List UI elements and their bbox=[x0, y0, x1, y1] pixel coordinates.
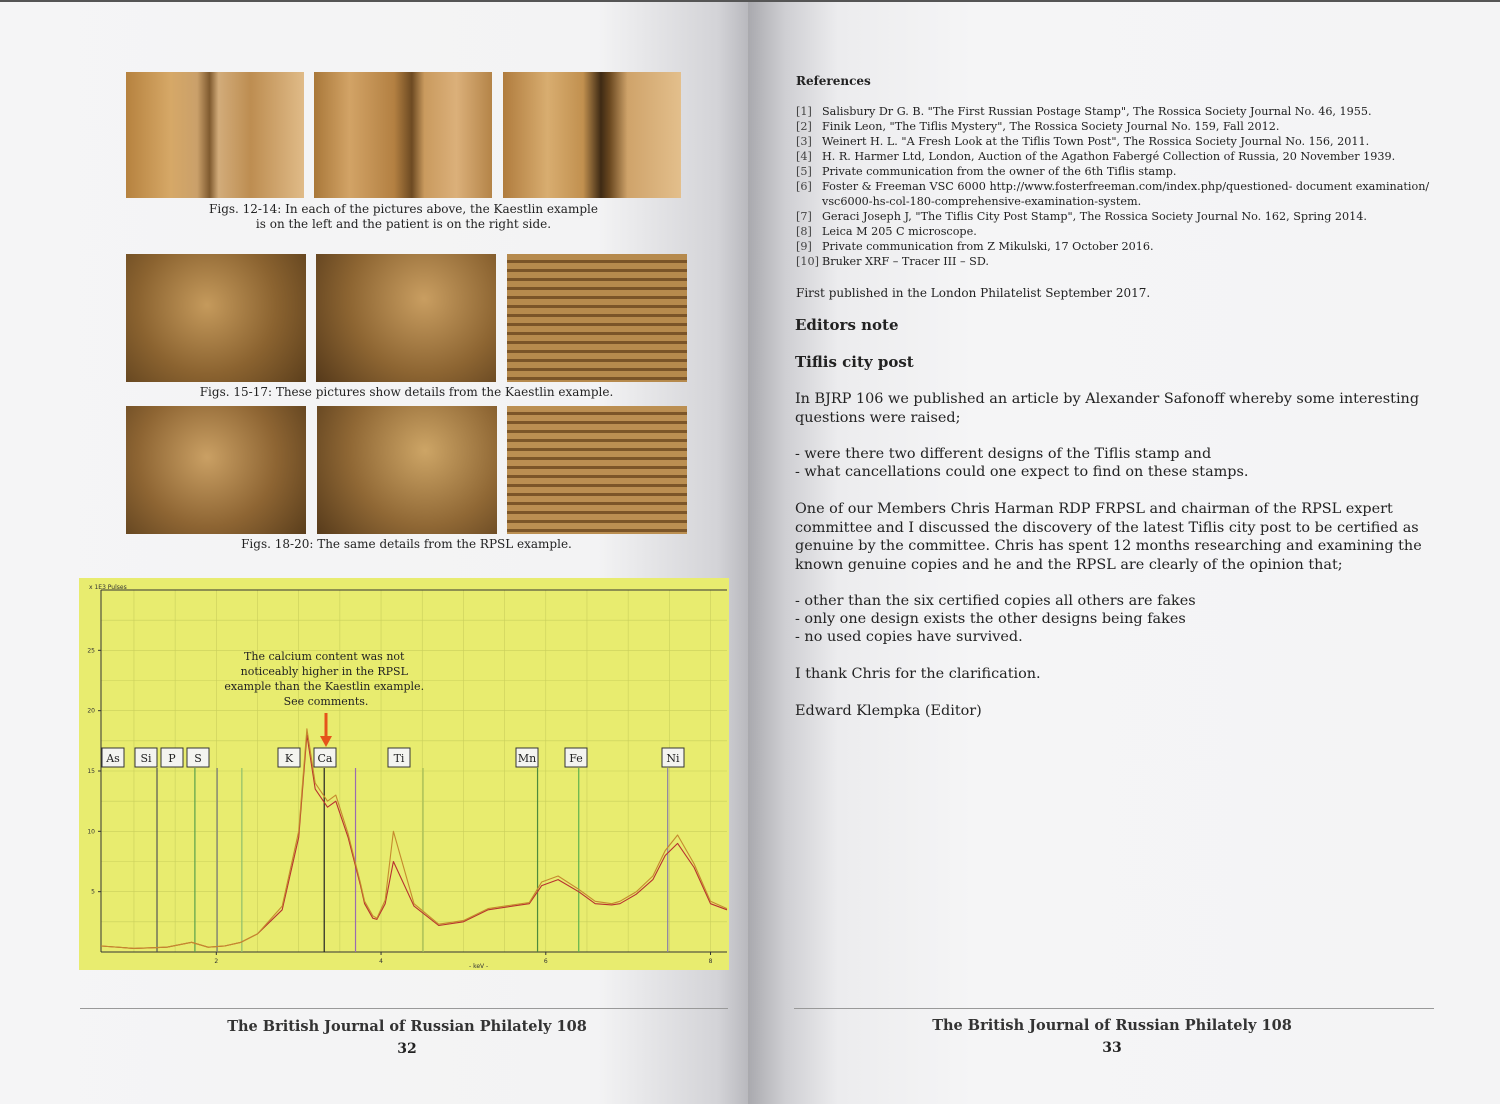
scan-top-edge bbox=[0, 0, 1500, 2]
left-footer-title: The British Journal of Russian Philately 108 bbox=[227, 1018, 587, 1035]
fig-12-photo bbox=[126, 72, 304, 198]
reference-item bbox=[796, 225, 977, 238]
fig-14-photo bbox=[503, 72, 681, 198]
reference-number: [5] bbox=[796, 165, 812, 178]
left-page-number: 32 bbox=[397, 1041, 417, 1057]
paragraph-2: One of our Members Chris Harman RDP FRPSL and chairman of the RPSL expert committee and I discussed the discovery of the latest Tiflis city post to be certified as genuine by the committee. Chris has spent 12 months researching and examining the known genuine copies and he and the RPSL are clearly of the opinion that; bbox=[795, 501, 1422, 573]
reference-item bbox=[796, 255, 989, 268]
reference-item bbox=[796, 165, 1176, 178]
list-2-item-1: - other than the six certified copies all others are fakes bbox=[795, 593, 1196, 609]
reference-number: [4] bbox=[796, 150, 812, 163]
left-footer-rule bbox=[80, 1008, 728, 1009]
reference-text: Leica M 205 C microscope. bbox=[822, 225, 977, 238]
element-label-k: K bbox=[284, 752, 294, 765]
right-page-number: 33 bbox=[1102, 1040, 1122, 1056]
list-1-item-2: - what cancellations could one expect to find on these stamps. bbox=[795, 464, 1249, 480]
reference-item bbox=[796, 210, 1367, 223]
references-heading: References bbox=[796, 74, 871, 88]
reference-text: Weinert H. L. "A Fresh Look at the Tiflis Town Post", The Rossica Society Journal No. 156, 2011. bbox=[822, 135, 1370, 148]
reference-number: [1] bbox=[796, 105, 812, 118]
element-label-ca: Ca bbox=[317, 752, 333, 765]
element-label-ni: Ni bbox=[666, 752, 680, 765]
reference-text: Foster & Freeman VSC 6000 http://www.fosterfreeman.com/index.php/questioned- document examination/ bbox=[822, 180, 1430, 193]
reference-item bbox=[796, 120, 1279, 133]
xrf-spectrum-chart bbox=[79, 578, 729, 970]
x-axis-label: - keV - bbox=[469, 963, 489, 970]
figs-15-17-caption: Figs. 15-17: These pictures show details from the Kaestlin example. bbox=[199, 385, 614, 399]
reference-number: [9] bbox=[796, 240, 812, 253]
list-2-item-3: - no used copies have survived. bbox=[795, 629, 1023, 645]
reference-number: [3] bbox=[796, 135, 812, 148]
reference-item bbox=[796, 105, 1372, 118]
element-label-ti: Ti bbox=[393, 752, 405, 765]
reference-item bbox=[796, 150, 1395, 163]
element-label-mn: Mn bbox=[517, 752, 537, 765]
x-tick-label: 4 bbox=[379, 958, 383, 965]
reference-item bbox=[796, 180, 1429, 193]
element-label-fe: Fe bbox=[569, 752, 583, 765]
right-footer-title: The British Journal of Russian Philately 108 bbox=[932, 1017, 1292, 1034]
reference-number: [2] bbox=[796, 120, 812, 133]
spectrum-plot bbox=[79, 578, 729, 970]
calcium-arrow-head bbox=[320, 736, 332, 747]
fig-15-photo bbox=[126, 254, 306, 382]
editor-signature: Edward Klempka (Editor) bbox=[795, 703, 982, 719]
y-tick-label: 25 bbox=[87, 647, 95, 655]
reference-text: H. R. Harmer Ltd, London, Auction of the Agathon Fabergé Collection of Russia, 20 November 1939. bbox=[822, 150, 1396, 163]
fig-19-photo bbox=[317, 406, 497, 534]
y-axis-label: x 1E3 Pulses bbox=[89, 584, 127, 591]
reference-item bbox=[796, 195, 1141, 208]
y-tick-label: 5 bbox=[91, 888, 95, 896]
calcium-annotation: The calcium content was not noticeably higher in the RPSL example than the Kaestlin example. See comments. bbox=[224, 650, 425, 708]
reference-text: Finik Leon, "The Tiflis Mystery", The Rossica Society Journal No. 159, Fall 2012. bbox=[822, 120, 1280, 133]
figs-18-20-caption: Figs. 18-20: The same details from the RPSL example. bbox=[241, 537, 572, 551]
fig-20-photo bbox=[507, 406, 687, 534]
list-2-item-2: - only one design exists the other designs being fakes bbox=[795, 611, 1186, 627]
reference-text: Geraci Joseph J, "The Tiflis City Post Stamp", The Rossica Society Journal No. 162, Spring 2014. bbox=[822, 210, 1367, 223]
element-label-s: S bbox=[194, 752, 202, 765]
reference-number: [8] bbox=[796, 225, 812, 238]
element-label-si: Si bbox=[140, 752, 152, 765]
y-tick-label: 20 bbox=[87, 707, 95, 715]
reference-item bbox=[796, 135, 1369, 148]
x-tick-label: 6 bbox=[543, 958, 548, 965]
reference-number: [7] bbox=[796, 210, 812, 223]
reference-text: Salisbury Dr G. B. "The First Russian Postage Stamp", The Rossica Society Journal No. 46, 1955. bbox=[822, 105, 1372, 118]
reference-number: [10] bbox=[796, 255, 819, 268]
fig-16-photo bbox=[316, 254, 496, 382]
y-tick-label: 15 bbox=[87, 768, 95, 775]
element-label-as: As bbox=[106, 752, 120, 765]
tiflis-city-post-heading: Tiflis city post bbox=[795, 353, 914, 371]
paragraph-1: In BJRP 106 we published an article by Alexander Safonoff whereby some interesting questions were raised; bbox=[795, 391, 1420, 426]
reference-text: vsc6000-hs-col-180-comprehensive-examination-system. bbox=[822, 195, 1142, 208]
figs-12-14-caption: Figs. 12-14: In each of the pictures above, the Kaestlin example is on the left and the patient is on the right side. bbox=[209, 202, 598, 231]
first-published-note: First published in the London Philatelist September 2017. bbox=[796, 286, 1151, 300]
reference-number: [6] bbox=[796, 180, 812, 193]
right-footer-rule bbox=[794, 1008, 1434, 1009]
list-1-item-1: - were there two different designs of the Tiflis stamp and bbox=[795, 446, 1212, 462]
element-label-p: P bbox=[168, 752, 176, 765]
x-tick-label: 8 bbox=[708, 958, 713, 965]
fig-18-photo bbox=[126, 406, 306, 534]
fig-13-photo bbox=[314, 72, 492, 198]
reference-text: Private communication from the owner of the 6th Tiflis stamp. bbox=[822, 165, 1177, 178]
y-tick-label: 10 bbox=[87, 828, 95, 836]
reference-text: Bruker XRF – Tracer III – SD. bbox=[822, 255, 989, 268]
editors-note-heading: Editors note bbox=[795, 316, 899, 334]
reference-item bbox=[796, 240, 1154, 253]
thanks-line: I thank Chris for the clarification. bbox=[795, 666, 1041, 682]
reference-text: Private communication from Z Mikulski, 17 October 2016. bbox=[822, 240, 1154, 253]
x-tick-label: 2 bbox=[214, 958, 219, 965]
fig-17-photo bbox=[507, 254, 687, 382]
